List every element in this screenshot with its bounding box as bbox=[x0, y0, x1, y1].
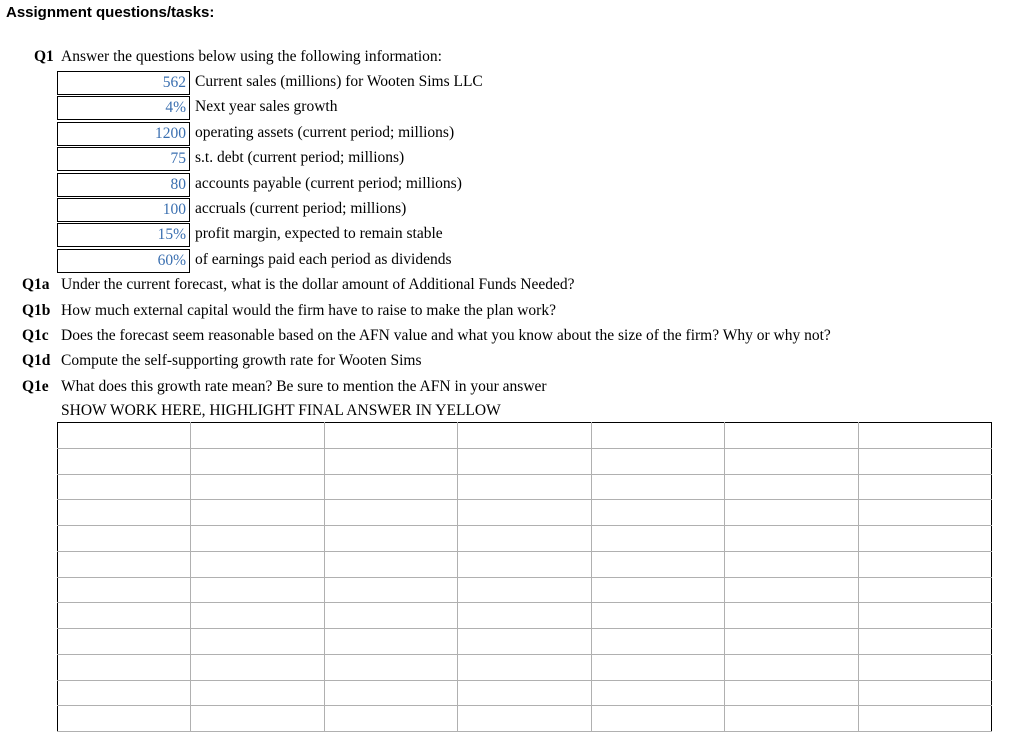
grid-cell[interactable] bbox=[58, 706, 191, 732]
grid-cell[interactable] bbox=[725, 680, 858, 706]
grid-cell[interactable] bbox=[58, 577, 191, 603]
input-row-dividends bbox=[57, 249, 657, 274]
grid-cell[interactable] bbox=[458, 680, 591, 706]
grid-row bbox=[58, 680, 992, 706]
grid-cell[interactable] bbox=[191, 680, 324, 706]
grid-cell[interactable] bbox=[591, 577, 724, 603]
grid-cell[interactable] bbox=[191, 551, 324, 577]
grid-cell[interactable] bbox=[324, 551, 457, 577]
input-desc-st-debt: s.t. debt (current period; millions) bbox=[195, 149, 405, 166]
grid-cell[interactable] bbox=[58, 474, 191, 500]
grid-cell[interactable] bbox=[324, 474, 457, 500]
grid-row bbox=[58, 577, 992, 603]
grid-cell[interactable] bbox=[324, 680, 457, 706]
grid-cell[interactable] bbox=[858, 680, 991, 706]
grid-cell[interactable] bbox=[58, 654, 191, 680]
grid-cell[interactable] bbox=[191, 526, 324, 552]
input-desc-accruals: accruals (current period; millions) bbox=[195, 200, 407, 217]
grid-cell[interactable] bbox=[858, 500, 991, 526]
grid-cell[interactable] bbox=[191, 474, 324, 500]
grid-cell[interactable] bbox=[725, 500, 858, 526]
input-desc-accounts-payable: accounts payable (current period; millions) bbox=[195, 174, 462, 192]
grid-cell[interactable] bbox=[458, 474, 591, 500]
grid-row bbox=[58, 526, 992, 552]
grid-cell[interactable] bbox=[191, 603, 324, 629]
input-row-profit-margin bbox=[57, 223, 657, 248]
grid-row bbox=[58, 500, 992, 526]
grid-cell[interactable] bbox=[725, 654, 858, 680]
input-row-accounts-payable bbox=[57, 173, 657, 198]
grid-cell[interactable] bbox=[591, 629, 724, 655]
grid-row bbox=[58, 448, 992, 474]
q1d-label: Q1d bbox=[22, 352, 51, 369]
grid-cell[interactable] bbox=[858, 551, 991, 577]
grid-cell[interactable] bbox=[591, 706, 724, 732]
grid-cell[interactable] bbox=[324, 526, 457, 552]
grid-cell[interactable] bbox=[591, 680, 724, 706]
grid-cell[interactable] bbox=[591, 603, 724, 629]
grid-cell[interactable] bbox=[858, 526, 991, 552]
grid-cell[interactable] bbox=[458, 577, 591, 603]
grid-cell[interactable] bbox=[58, 526, 191, 552]
grid-row bbox=[58, 423, 992, 449]
grid-cell[interactable] bbox=[858, 577, 991, 603]
work-area-label: SHOW WORK HERE, HIGHLIGHT FINAL ANSWER IN YELLOW bbox=[61, 402, 501, 419]
grid-cell[interactable] bbox=[324, 706, 457, 732]
grid-row bbox=[58, 654, 992, 680]
input-cell-operating-assets[interactable]: 1200 bbox=[57, 122, 190, 146]
q1e-text: What does this growth rate mean? Be sure to mention the AFN in your answer bbox=[61, 378, 547, 395]
grid-cell[interactable] bbox=[191, 706, 324, 732]
input-row-operating-assets bbox=[57, 122, 657, 147]
grid-cell[interactable] bbox=[58, 500, 191, 526]
grid-cell[interactable] bbox=[191, 654, 324, 680]
grid-cell[interactable] bbox=[725, 448, 858, 474]
grid-cell[interactable] bbox=[725, 629, 858, 655]
grid-cell[interactable] bbox=[458, 448, 591, 474]
grid-cell[interactable] bbox=[591, 526, 724, 552]
page-heading: Assignment questions/tasks: bbox=[6, 4, 215, 21]
grid-cell[interactable] bbox=[725, 577, 858, 603]
grid-cell[interactable] bbox=[725, 526, 858, 552]
input-cell-dividends[interactable]: 60% bbox=[57, 249, 190, 273]
input-cell-sales[interactable]: 562 bbox=[57, 71, 190, 95]
input-desc-profit-margin: profit margin, expected to remain stable bbox=[195, 225, 443, 242]
grid-cell[interactable] bbox=[725, 603, 858, 629]
grid-cell[interactable] bbox=[58, 680, 191, 706]
grid-cell[interactable] bbox=[324, 654, 457, 680]
input-row-growth bbox=[57, 96, 657, 121]
input-row-st-debt bbox=[57, 147, 657, 172]
grid-cell[interactable] bbox=[58, 448, 191, 474]
input-cell-accruals[interactable]: 100 bbox=[57, 198, 190, 222]
grid-cell[interactable] bbox=[458, 423, 591, 449]
q1a-text: Under the current forecast, what is the dollar amount of Additional Funds Needed? bbox=[61, 276, 575, 293]
grid-cell[interactable] bbox=[191, 500, 324, 526]
grid-cell[interactable] bbox=[324, 629, 457, 655]
grid-cell[interactable] bbox=[725, 706, 858, 732]
grid-cell[interactable] bbox=[324, 423, 457, 449]
grid-cell[interactable] bbox=[458, 654, 591, 680]
grid-cell[interactable] bbox=[858, 654, 991, 680]
grid-cell[interactable] bbox=[458, 526, 591, 552]
q1-label: Q1 bbox=[34, 48, 54, 65]
grid-cell[interactable] bbox=[458, 551, 591, 577]
grid-cell[interactable] bbox=[458, 500, 591, 526]
input-desc-operating-assets: operating assets (current period; millions) bbox=[195, 123, 455, 141]
q1c-label: Q1c bbox=[22, 327, 49, 344]
grid-cell[interactable] bbox=[324, 603, 457, 629]
input-desc-sales: Current sales (millions) for Wooten Sims LLC bbox=[195, 73, 483, 90]
grid-cell[interactable] bbox=[725, 474, 858, 500]
grid-cell[interactable] bbox=[591, 551, 724, 577]
q1e-label: Q1e bbox=[22, 378, 49, 395]
grid-cell[interactable] bbox=[858, 448, 991, 474]
grid-cell[interactable] bbox=[324, 448, 457, 474]
grid-cell[interactable] bbox=[58, 551, 191, 577]
q1c-text: Does the forecast seem reasonable based on the AFN value and what you know about the size of the firm? Why or why not? bbox=[61, 327, 831, 344]
input-cell-accounts-payable[interactable]: 80 bbox=[57, 173, 190, 197]
grid-cell[interactable] bbox=[191, 448, 324, 474]
grid-cell[interactable] bbox=[725, 551, 858, 577]
input-row-sales bbox=[57, 71, 657, 96]
grid-cell[interactable] bbox=[324, 500, 457, 526]
grid-cell[interactable] bbox=[58, 629, 191, 655]
grid-cell[interactable] bbox=[191, 423, 324, 449]
grid-cell[interactable] bbox=[458, 706, 591, 732]
grid-row bbox=[58, 551, 992, 577]
grid-cell[interactable] bbox=[591, 500, 724, 526]
grid-cell[interactable] bbox=[191, 577, 324, 603]
grid-cell[interactable] bbox=[858, 423, 991, 449]
grid-cell[interactable] bbox=[858, 603, 991, 629]
grid-cell[interactable] bbox=[858, 474, 991, 500]
grid-cell[interactable] bbox=[591, 654, 724, 680]
work-grid bbox=[57, 422, 992, 732]
grid-row bbox=[58, 629, 992, 655]
input-desc-growth: Next year sales growth bbox=[195, 98, 338, 115]
q1b-label: Q1b bbox=[22, 302, 51, 319]
grid-cell[interactable] bbox=[858, 629, 991, 655]
grid-cell[interactable] bbox=[591, 474, 724, 500]
grid-row bbox=[58, 474, 992, 500]
grid-cell[interactable] bbox=[591, 448, 724, 474]
grid-cell[interactable] bbox=[458, 629, 591, 655]
grid-cell[interactable] bbox=[58, 423, 191, 449]
q1-text: Answer the questions below using the following information: bbox=[61, 48, 442, 65]
grid-cell[interactable] bbox=[591, 423, 724, 449]
q1b-text: How much external capital would the firm have to raise to make the plan work? bbox=[61, 302, 556, 319]
grid-cell[interactable] bbox=[191, 629, 324, 655]
grid-cell[interactable] bbox=[458, 603, 591, 629]
grid-row bbox=[58, 603, 992, 629]
q1a-label: Q1a bbox=[22, 276, 50, 293]
grid-cell[interactable] bbox=[725, 423, 858, 449]
grid-cell[interactable] bbox=[324, 577, 457, 603]
input-desc-dividends: of earnings paid each period as dividends bbox=[195, 250, 452, 268]
input-cell-st-debt[interactable]: 75 bbox=[57, 147, 190, 171]
input-cell-growth[interactable]: 4% bbox=[57, 96, 190, 120]
grid-cell[interactable] bbox=[858, 706, 991, 732]
q1d-text: Compute the self-supporting growth rate for Wooten Sims bbox=[61, 352, 422, 369]
input-row-accruals bbox=[57, 198, 657, 223]
grid-cell[interactable] bbox=[58, 603, 191, 629]
grid-row bbox=[58, 706, 992, 732]
input-cell-profit-margin[interactable]: 15% bbox=[57, 223, 190, 247]
